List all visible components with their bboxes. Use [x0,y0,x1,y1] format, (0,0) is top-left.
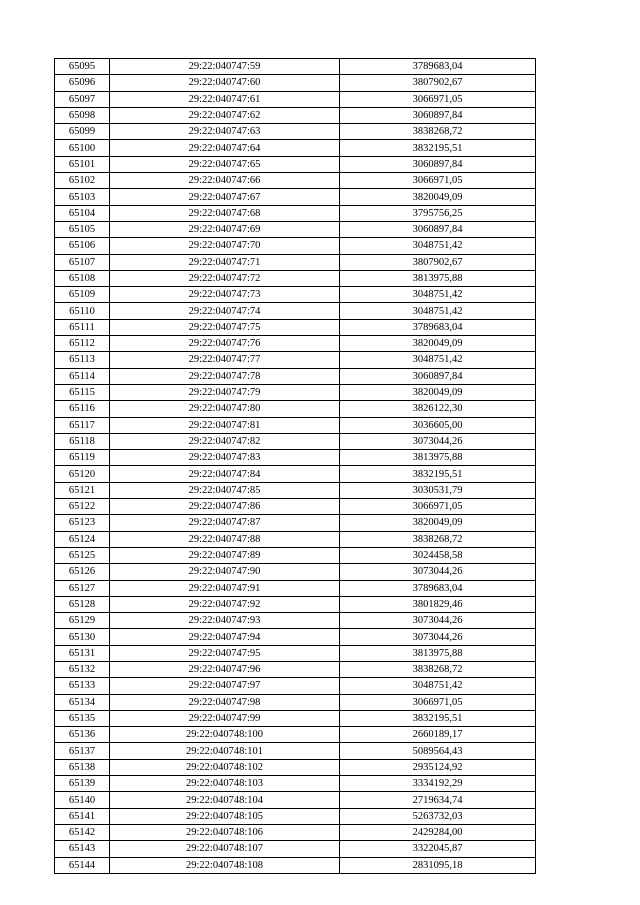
cadastral-value-cell: 3066971,05 [340,173,536,189]
table-row [55,466,536,482]
table-row [55,580,536,596]
cadastral-number-cell: 29:22:040747:65 [110,156,340,172]
table-row [55,629,536,645]
cadastral-number-cell: 29:22:040747:74 [110,303,340,319]
cadastral-number-cell: 29:22:040748:100 [110,727,340,743]
cadastral-number-cell: 29:22:040747:59 [110,59,340,75]
table-row [55,808,536,824]
cadastral-number-cell: 29:22:040747:81 [110,417,340,433]
table-row [55,417,536,433]
row-number-cell: 65129 [55,613,110,629]
table-row [55,596,536,612]
cadastral-value-cell: 3036605,00 [340,417,536,433]
cadastral-value-cell: 3838268,72 [340,531,536,547]
row-number-cell: 65132 [55,661,110,677]
cadastral-value-cell: 3826122,30 [340,401,536,417]
cadastral-number-cell: 29:22:040747:71 [110,254,340,270]
cadastral-value-cell: 3024458,58 [340,547,536,563]
cadastral-number-cell: 29:22:040748:104 [110,792,340,808]
cadastral-number-cell: 29:22:040747:92 [110,596,340,612]
cadastral-number-cell: 29:22:040747:78 [110,368,340,384]
row-number-cell: 65116 [55,401,110,417]
row-number-cell: 65096 [55,75,110,91]
table-row [55,564,536,580]
cadastral-number-cell: 29:22:040747:72 [110,270,340,286]
cadastral-value-cell: 3048751,42 [340,303,536,319]
cadastral-value-cell: 3073044,26 [340,564,536,580]
cadastral-value-cell: 2935124,92 [340,759,536,775]
cadastral-value-cell: 3073044,26 [340,433,536,449]
table-row [55,450,536,466]
cadastral-value-cell: 3060897,84 [340,368,536,384]
cadastral-value-cell: 5089564,43 [340,743,536,759]
cadastral-value-cell: 3832195,51 [340,140,536,156]
cadastral-value-cell: 2429284,00 [340,824,536,840]
table-row [55,205,536,221]
row-number-cell: 65139 [55,776,110,792]
cadastral-value-cell: 3789683,04 [340,580,536,596]
cadastral-value-cell: 3048751,42 [340,352,536,368]
cadastral-number-cell: 29:22:040747:73 [110,287,340,303]
cadastral-number-cell: 29:22:040747:68 [110,205,340,221]
cadastral-value-table [54,58,536,874]
row-number-cell: 65130 [55,629,110,645]
cadastral-value-cell: 3820049,09 [340,189,536,205]
cadastral-number-cell: 29:22:040747:98 [110,694,340,710]
row-number-cell: 65131 [55,645,110,661]
cadastral-number-cell: 29:22:040748:107 [110,841,340,857]
row-number-cell: 65143 [55,841,110,857]
row-number-cell: 65107 [55,254,110,270]
cadastral-value-cell: 3322045,87 [340,841,536,857]
cadastral-number-cell: 29:22:040747:62 [110,107,340,123]
cadastral-value-cell: 3334192,29 [340,776,536,792]
table-row [55,238,536,254]
row-number-cell: 65111 [55,319,110,335]
table-row [55,173,536,189]
table-row [55,270,536,286]
row-number-cell: 65124 [55,531,110,547]
table-row [55,433,536,449]
table-row [55,156,536,172]
table-row [55,303,536,319]
cadastral-number-cell: 29:22:040747:94 [110,629,340,645]
cadastral-number-cell: 29:22:040747:61 [110,91,340,107]
cadastral-value-cell: 3048751,42 [340,238,536,254]
cadastral-number-cell: 29:22:040748:106 [110,824,340,840]
row-number-cell: 65114 [55,368,110,384]
cadastral-number-cell: 29:22:040747:64 [110,140,340,156]
table-body [55,59,536,874]
cadastral-number-cell: 29:22:040747:97 [110,678,340,694]
table-row [55,368,536,384]
row-number-cell: 65128 [55,596,110,612]
table-row [55,287,536,303]
cadastral-value-cell: 3832195,51 [340,466,536,482]
table-row [55,547,536,563]
cadastral-value-cell: 3048751,42 [340,678,536,694]
table-row [55,221,536,237]
table-row [55,107,536,123]
cadastral-value-cell: 3813975,88 [340,450,536,466]
cadastral-number-cell: 29:22:040747:89 [110,547,340,563]
row-number-cell: 65102 [55,173,110,189]
cadastral-number-cell: 29:22:040747:87 [110,515,340,531]
row-number-cell: 65105 [55,221,110,237]
table-row [55,401,536,417]
table-row [55,319,536,335]
cadastral-number-cell: 29:22:040747:85 [110,482,340,498]
table-row [55,661,536,677]
cadastral-value-cell: 3832195,51 [340,710,536,726]
row-number-cell: 65100 [55,140,110,156]
table-row [55,384,536,400]
table-row [55,841,536,857]
cadastral-value-cell: 3820049,09 [340,515,536,531]
cadastral-number-cell: 29:22:040747:93 [110,613,340,629]
cadastral-value-cell: 5263732,03 [340,808,536,824]
row-number-cell: 65122 [55,499,110,515]
table-row [55,710,536,726]
cadastral-value-cell: 3838268,72 [340,124,536,140]
row-number-cell: 65106 [55,238,110,254]
cadastral-value-cell: 3813975,88 [340,645,536,661]
table-row [55,743,536,759]
cadastral-number-cell: 29:22:040748:101 [110,743,340,759]
table-row [55,824,536,840]
cadastral-number-cell: 29:22:040747:95 [110,645,340,661]
row-number-cell: 65118 [55,433,110,449]
row-number-cell: 65101 [55,156,110,172]
row-number-cell: 65098 [55,107,110,123]
row-number-cell: 65119 [55,450,110,466]
cadastral-number-cell: 29:22:040747:79 [110,384,340,400]
cadastral-value-cell: 2831095,18 [340,857,536,873]
table-row [55,75,536,91]
table-row [55,759,536,775]
table-row [55,645,536,661]
cadastral-number-cell: 29:22:040747:69 [110,221,340,237]
cadastral-number-cell: 29:22:040747:67 [110,189,340,205]
cadastral-value-cell: 3060897,84 [340,156,536,172]
row-number-cell: 65125 [55,547,110,563]
table-row [55,124,536,140]
row-number-cell: 65120 [55,466,110,482]
row-number-cell: 65123 [55,515,110,531]
cadastral-number-cell: 29:22:040747:66 [110,173,340,189]
table-row [55,499,536,515]
row-number-cell: 65112 [55,336,110,352]
cadastral-number-cell: 29:22:040747:86 [110,499,340,515]
cadastral-value-cell: 3801829,46 [340,596,536,612]
table-row [55,678,536,694]
cadastral-value-cell: 3838268,72 [340,661,536,677]
cadastral-number-cell: 29:22:040747:99 [110,710,340,726]
row-number-cell: 65109 [55,287,110,303]
table-row [55,336,536,352]
cadastral-number-cell: 29:22:040747:83 [110,450,340,466]
cadastral-number-cell: 29:22:040747:77 [110,352,340,368]
row-number-cell: 65136 [55,727,110,743]
table-row [55,189,536,205]
cadastral-value-cell: 3789683,04 [340,319,536,335]
table-row [55,727,536,743]
table-row [55,515,536,531]
cadastral-value-cell: 3789683,04 [340,59,536,75]
row-number-cell: 65104 [55,205,110,221]
table-row [55,482,536,498]
table-row [55,792,536,808]
row-number-cell: 65134 [55,694,110,710]
row-number-cell: 65133 [55,678,110,694]
cadastral-value-cell: 2719634,74 [340,792,536,808]
table-row [55,694,536,710]
cadastral-value-cell: 3030531,79 [340,482,536,498]
cadastral-number-cell: 29:22:040747:91 [110,580,340,596]
cadastral-value-cell: 3066971,05 [340,694,536,710]
table-row [55,59,536,75]
cadastral-number-cell: 29:22:040747:63 [110,124,340,140]
table-row [55,531,536,547]
row-number-cell: 65121 [55,482,110,498]
cadastral-value-cell: 3820049,09 [340,384,536,400]
cadastral-value-cell: 3073044,26 [340,613,536,629]
row-number-cell: 65113 [55,352,110,368]
row-number-cell: 65117 [55,417,110,433]
cadastral-value-cell: 3807902,67 [340,254,536,270]
cadastral-number-cell: 29:22:040747:90 [110,564,340,580]
cadastral-value-cell: 3066971,05 [340,91,536,107]
row-number-cell: 65141 [55,808,110,824]
cadastral-number-cell: 29:22:040747:70 [110,238,340,254]
row-number-cell: 65126 [55,564,110,580]
row-number-cell: 65115 [55,384,110,400]
row-number-cell: 65137 [55,743,110,759]
cadastral-value-cell: 3048751,42 [340,287,536,303]
cadastral-value-cell: 3795756,25 [340,205,536,221]
cadastral-value-cell: 3060897,84 [340,107,536,123]
row-number-cell: 65127 [55,580,110,596]
table-row [55,352,536,368]
row-number-cell: 65103 [55,189,110,205]
row-number-cell: 65110 [55,303,110,319]
cadastral-number-cell: 29:22:040748:102 [110,759,340,775]
table-row [55,254,536,270]
cadastral-number-cell: 29:22:040747:75 [110,319,340,335]
row-number-cell: 65097 [55,91,110,107]
cadastral-number-cell: 29:22:040747:88 [110,531,340,547]
cadastral-value-cell: 3066971,05 [340,499,536,515]
row-number-cell: 65095 [55,59,110,75]
cadastral-number-cell: 29:22:040747:80 [110,401,340,417]
cadastral-number-cell: 29:22:040747:96 [110,661,340,677]
cadastral-number-cell: 29:22:040748:105 [110,808,340,824]
cadastral-number-cell: 29:22:040747:76 [110,336,340,352]
row-number-cell: 65108 [55,270,110,286]
table-row [55,140,536,156]
cadastral-number-cell: 29:22:040747:84 [110,466,340,482]
cadastral-number-cell: 29:22:040747:82 [110,433,340,449]
row-number-cell: 65144 [55,857,110,873]
row-number-cell: 65099 [55,124,110,140]
cadastral-number-cell: 29:22:040748:108 [110,857,340,873]
table-row [55,91,536,107]
cadastral-value-cell: 2660189,17 [340,727,536,743]
cadastral-number-cell: 29:22:040748:103 [110,776,340,792]
table-row [55,613,536,629]
cadastral-value-cell: 3820049,09 [340,336,536,352]
row-number-cell: 65142 [55,824,110,840]
cadastral-value-cell: 3813975,88 [340,270,536,286]
cadastral-value-cell: 3073044,26 [340,629,536,645]
cadastral-value-cell: 3060897,84 [340,221,536,237]
row-number-cell: 65140 [55,792,110,808]
row-number-cell: 65138 [55,759,110,775]
row-number-cell: 65135 [55,710,110,726]
cadastral-value-cell: 3807902,67 [340,75,536,91]
table-row [55,776,536,792]
cadastral-number-cell: 29:22:040747:60 [110,75,340,91]
table-row [55,857,536,873]
